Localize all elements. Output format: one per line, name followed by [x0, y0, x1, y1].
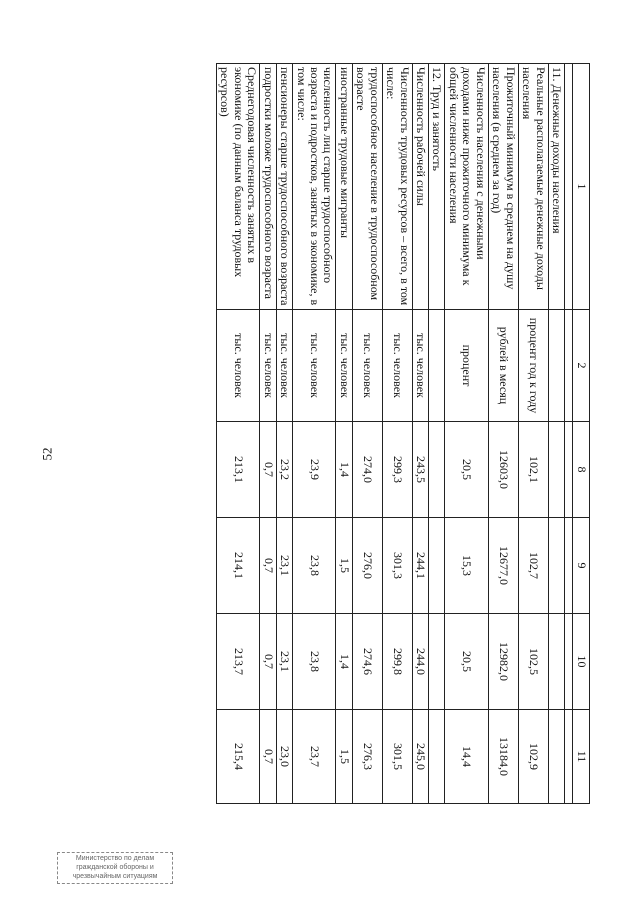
section-empty-cell [548, 422, 564, 518]
row-unit: тыс. человек [352, 310, 382, 422]
row-value: 1,5 [336, 518, 352, 614]
section-empty-cell [429, 310, 445, 422]
row-label: подростки моложе трудоспособного возраста [260, 64, 276, 310]
row-value: 274,6 [352, 614, 382, 710]
section-title: 12. Труд и занятость [429, 64, 445, 310]
section-empty-cell [548, 518, 564, 614]
row-unit: рублей в месяц [488, 310, 518, 422]
row-value: 0,7 [260, 710, 276, 804]
table-row [382, 64, 412, 804]
row-value: 23,8 [293, 614, 336, 710]
spacer-cell [565, 310, 573, 422]
row-value: 102,1 [518, 422, 548, 518]
row-value: 274,0 [352, 422, 382, 518]
stamp-line: Министерство по делам [75, 855, 155, 862]
watermark-stamp [57, 852, 173, 884]
stamp-line: чрезвычайным ситуациям [72, 872, 158, 880]
column-header: 8 [573, 422, 590, 518]
table-body [216, 64, 589, 804]
row-value: 12603,0 [488, 422, 518, 518]
row-label: Численность трудовых ресурсов – всего, в том числе: [382, 64, 412, 310]
spacer-cell [565, 422, 573, 518]
column-header: 10 [573, 614, 590, 710]
row-value: 301,5 [382, 710, 412, 804]
row-label: трудоспособное население в трудоспособном возрасте [352, 64, 382, 310]
table-row [336, 64, 352, 804]
row-label: Среднегодовая численность занятых в экономике (по данным баланса трудовых ресурсов) [216, 64, 259, 310]
section-empty-cell [429, 518, 445, 614]
row-value: 23,7 [293, 710, 336, 804]
table-row [412, 64, 428, 804]
row-value: 20,5 [445, 422, 488, 518]
row-value: 15,3 [445, 518, 488, 614]
row-value: 23,2 [276, 422, 292, 518]
spacer-cell [565, 614, 573, 710]
column-header: 9 [573, 518, 590, 614]
row-value: 13184,0 [488, 710, 518, 804]
row-value: 276,3 [352, 710, 382, 804]
row-value: 20,5 [445, 614, 488, 710]
row-value: 245,0 [412, 710, 428, 804]
row-unit: тыс. человек [336, 310, 352, 422]
row-unit: процент [445, 310, 488, 422]
column-header: 2 [573, 310, 590, 422]
row-label: численность лиц старше трудоспособного возраста и подростков, занятых в экономике, в том числе: [293, 64, 336, 310]
header-row [573, 64, 590, 804]
row-value: 244,0 [412, 614, 428, 710]
row-value: 301,3 [382, 518, 412, 614]
row-value: 243,5 [412, 422, 428, 518]
row-value: 1,5 [336, 710, 352, 804]
row-unit: тыс. человек [293, 310, 336, 422]
row-label: Реальные располагаемые денежные доходы населения [518, 64, 548, 310]
row-value: 14,4 [445, 710, 488, 804]
stamp-line: гражданской обороны и [76, 863, 154, 871]
row-value: 276,0 [352, 518, 382, 614]
section-row [429, 64, 445, 804]
rotated-table-container [216, 63, 590, 803]
section-empty-cell [429, 422, 445, 518]
page-number: 52 [39, 447, 55, 461]
row-value: 23,8 [293, 518, 336, 614]
spacer-cell [565, 64, 573, 310]
row-value: 0,7 [260, 614, 276, 710]
row-label: пенсионеры старше трудоспособного возраста [276, 64, 292, 310]
table-row [445, 64, 488, 804]
row-value: 23,1 [276, 614, 292, 710]
table-row [260, 64, 276, 804]
column-header: 11 [573, 710, 590, 804]
row-label: Прожиточный минимум в среднем на душу населения (в среднем за год) [488, 64, 518, 310]
table-row [276, 64, 292, 804]
table-row [488, 64, 518, 804]
spacer-cell [565, 710, 573, 804]
row-value: 12677,0 [488, 518, 518, 614]
table-row [293, 64, 336, 804]
row-label: иностранные трудовые мигранты [336, 64, 352, 310]
row-value: 102,7 [518, 518, 548, 614]
row-value: 23,9 [293, 422, 336, 518]
row-value: 1,4 [336, 614, 352, 710]
row-label: Численность рабочей силы [412, 64, 428, 310]
row-label: Численность населения с денежными доходами ниже прожиточного минимума к общей численности населения [445, 64, 488, 310]
section-row [548, 64, 564, 804]
table-row [352, 64, 382, 804]
row-value: 102,5 [518, 614, 548, 710]
spacer-cell [565, 518, 573, 614]
row-value: 23,1 [276, 518, 292, 614]
section-empty-cell [429, 710, 445, 804]
spacer-row [565, 64, 573, 804]
row-value: 12982,0 [488, 614, 518, 710]
indicators-table [216, 63, 590, 804]
row-unit: тыс. человек [260, 310, 276, 422]
row-value: 213,7 [216, 614, 259, 710]
row-value: 0,7 [260, 422, 276, 518]
row-value: 0,7 [260, 518, 276, 614]
row-value: 215,4 [216, 710, 259, 804]
row-unit: процент год к году [518, 310, 548, 422]
row-value: 244,1 [412, 518, 428, 614]
section-title: 11. Денежные доходы населения [548, 64, 564, 310]
row-value: 213,1 [216, 422, 259, 518]
row-value: 299,8 [382, 614, 412, 710]
row-unit: тыс. человек [276, 310, 292, 422]
column-header: 1 [573, 64, 590, 310]
row-unit: тыс. человек [382, 310, 412, 422]
row-value: 23,0 [276, 710, 292, 804]
section-empty-cell [548, 614, 564, 710]
table-row [518, 64, 548, 804]
row-value: 214,1 [216, 518, 259, 614]
section-empty-cell [548, 310, 564, 422]
section-empty-cell [429, 614, 445, 710]
table-row [216, 64, 259, 804]
row-value: 299,3 [382, 422, 412, 518]
row-value: 1,4 [336, 422, 352, 518]
row-value: 102,9 [518, 710, 548, 804]
row-unit: тыс. человек [412, 310, 428, 422]
section-empty-cell [548, 710, 564, 804]
row-unit: тыс. человек [216, 310, 259, 422]
